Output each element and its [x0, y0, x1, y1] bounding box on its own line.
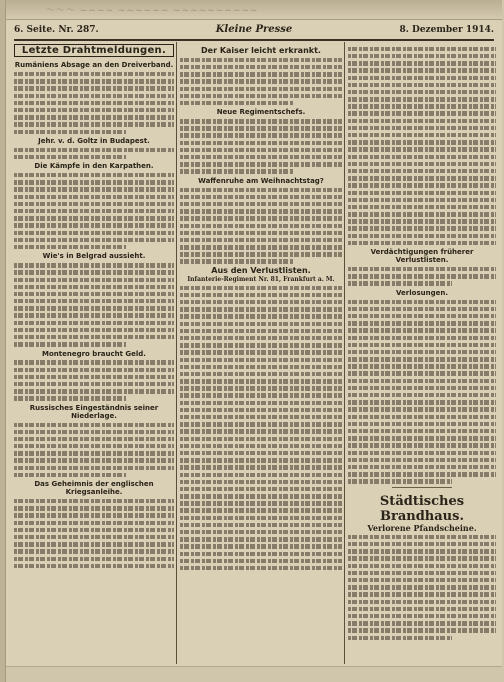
article-text: [180, 537, 342, 541]
article-text: [14, 231, 174, 235]
article-subheadline: Infanterie-Regiment Nr. 81, Frankfurt a. M.: [187, 275, 335, 283]
article-text: [180, 480, 342, 484]
article-text: [14, 389, 174, 393]
article-text: [180, 188, 342, 192]
article-text: [348, 191, 496, 195]
page-header: [14, 22, 494, 40]
article-text: [180, 494, 342, 498]
article-text: [14, 155, 126, 159]
article-headline: Verdächtigungen früherer Verlustlisten.: [370, 248, 474, 265]
bleed-through-text: 〜〜〜 ~~~~ ~~~~~~ ~~~~~~~~~~: [46, 6, 259, 16]
article-text: [180, 544, 342, 548]
article-text: [180, 300, 342, 304]
article-text: [14, 130, 126, 134]
article-text: [348, 614, 496, 618]
article-text: [14, 499, 174, 503]
article-text: [348, 393, 496, 397]
article-text: [14, 195, 174, 199]
article-text: [14, 368, 174, 372]
article-text: [348, 479, 452, 483]
article-text: [180, 508, 342, 512]
article-text: [180, 444, 342, 448]
paper-name: Kleine Presse: [215, 24, 293, 35]
article-headline: Aus den Verlustlisten.: [211, 265, 311, 275]
article-text: [348, 328, 496, 332]
issue-date: 8. Dezember 1914.: [399, 25, 494, 35]
article-text: [14, 458, 174, 462]
article-text: [180, 437, 342, 441]
article-text: [180, 393, 342, 397]
article-text: [348, 407, 496, 411]
casualty-list: [348, 47, 496, 245]
article-text: [180, 458, 342, 462]
article-text: [14, 245, 126, 249]
article-text: [180, 133, 342, 137]
article-headline: Montenegro braucht Geld.: [42, 349, 146, 358]
article-text: [14, 313, 174, 317]
article-text: [14, 94, 174, 98]
article-text: [180, 415, 342, 419]
article-text: [180, 162, 342, 166]
article-text: [180, 119, 342, 123]
article-text: [14, 521, 174, 525]
article-text: [348, 147, 496, 151]
article-text: [180, 523, 342, 527]
article-text: [348, 97, 496, 101]
article-text: [14, 342, 126, 346]
article-text: [180, 329, 342, 333]
article-text: [348, 628, 496, 632]
article-text: [14, 202, 174, 206]
article-text: [348, 400, 496, 404]
article-text: [180, 358, 342, 362]
article-text: [14, 278, 174, 282]
article-text: [180, 336, 342, 340]
article-text: [180, 231, 342, 235]
article-text: [348, 83, 496, 87]
article-text: [180, 65, 342, 69]
article-text: [348, 274, 496, 278]
article-text: [348, 307, 496, 311]
article-text: [14, 223, 174, 227]
article-text: [14, 564, 174, 568]
article-text: [348, 321, 496, 325]
article-text: [348, 176, 496, 180]
article-text: [14, 451, 174, 455]
article-text: [14, 101, 174, 105]
article-text: [180, 126, 342, 130]
section-separator: [392, 487, 451, 488]
article-text: [14, 86, 174, 90]
article-text: [348, 198, 496, 202]
article-text: [348, 379, 496, 383]
article-text: [348, 183, 496, 187]
article-text: [180, 350, 342, 354]
article-text: [348, 219, 496, 223]
article-text: [180, 322, 342, 326]
article-text: [348, 155, 496, 159]
article-text: [348, 76, 496, 80]
article-text: [348, 386, 496, 390]
article-text: [14, 321, 174, 325]
article-text: [180, 422, 342, 426]
article-text: [180, 408, 342, 412]
article-text: [348, 607, 496, 611]
article-text: [180, 72, 342, 76]
article-text: [14, 180, 174, 184]
article-headline: Der Kaiser leicht erkrankt.: [201, 46, 321, 55]
page-bottom-margin: [6, 666, 502, 682]
article-text: [348, 636, 452, 640]
article-text: [348, 133, 496, 137]
article-headline: Die Kämpfe in den Karpathen.: [34, 162, 154, 171]
article-text: [348, 47, 496, 51]
article-text: [348, 422, 496, 426]
article-headline: Russisches Eingeständnis seiner Niederlage.: [29, 403, 159, 420]
article-text: [14, 549, 174, 553]
article-text: [348, 241, 496, 245]
article-text: [14, 430, 174, 434]
column-divider: [344, 42, 345, 664]
article-text: [180, 87, 342, 91]
article-text: [180, 148, 342, 152]
article-text: [180, 101, 293, 105]
article-text: [180, 386, 342, 390]
article-text: [14, 216, 174, 220]
article-text: [14, 108, 174, 112]
article-text: [180, 473, 342, 477]
notice-subtitle: Verlorene Pfandscheine.: [367, 522, 477, 533]
article-text: [348, 556, 496, 560]
article-text: [14, 299, 174, 303]
article-text: [348, 564, 496, 568]
article-text: [180, 216, 342, 220]
article-text: [348, 371, 496, 375]
article-text: [348, 343, 496, 347]
article-text: [180, 501, 342, 505]
article-text: [348, 542, 496, 546]
article-text: [348, 429, 496, 433]
article-text: [14, 173, 174, 177]
article-text: [180, 209, 342, 213]
article-text: [180, 245, 342, 249]
column-left: [14, 44, 174, 664]
article-text: [348, 458, 496, 462]
article-headline: Verlosungen.: [396, 288, 448, 297]
article-text: [14, 528, 174, 532]
article-text: [348, 585, 496, 589]
article-text: [348, 234, 496, 238]
article-headline: Neue Regimentschefs.: [216, 108, 306, 117]
article-text: [14, 513, 174, 517]
article-text: [348, 281, 452, 285]
page-number: 6. Seite. Nr. 287.: [14, 25, 99, 35]
article-text: [348, 549, 496, 553]
article-text: [180, 552, 342, 556]
column-divider: [176, 42, 177, 664]
article-text: [348, 140, 496, 144]
article-text: [14, 473, 126, 477]
article-text: [14, 423, 174, 427]
article-text: [348, 300, 496, 304]
article-text: [348, 111, 496, 115]
article-text: [180, 307, 342, 311]
article-text: [14, 506, 174, 510]
article-text: [348, 350, 496, 354]
article-text: [348, 592, 496, 596]
article-text: [348, 364, 496, 368]
article-text: [180, 169, 293, 173]
article-text: [180, 293, 342, 297]
article-text: [180, 365, 342, 369]
article-text: [348, 314, 496, 318]
notice-title: Städtisches Brandhaus.: [379, 493, 465, 524]
previous-page-strip: [6, 0, 502, 20]
article-text: [348, 119, 496, 123]
article-text: [348, 472, 496, 476]
article-text: [180, 155, 342, 159]
article-text: [348, 54, 496, 58]
article-headline: Jehr. v. d. Goltz in Budapest.: [38, 136, 150, 145]
article-text: [348, 357, 496, 361]
article-text: [348, 443, 496, 447]
article-text: [14, 375, 174, 379]
article-text: [348, 126, 496, 130]
article-text: [348, 571, 496, 575]
column-right: [348, 44, 496, 664]
article-headline: Das Geheimnis der englischen Kriegsanleihe.: [34, 480, 154, 497]
article-text: [14, 396, 126, 400]
article-text: [14, 115, 174, 119]
article-text: [348, 535, 496, 539]
article-text: [14, 209, 174, 213]
article-text: [348, 600, 496, 604]
article-text: [348, 205, 496, 209]
article-text: [180, 487, 342, 491]
article-text: [180, 343, 342, 347]
column-middle: [180, 44, 342, 664]
article-text: [14, 72, 174, 76]
article-text: [14, 360, 174, 364]
article-text: [180, 252, 342, 256]
article-text: [180, 238, 342, 242]
header-rule: [14, 39, 494, 41]
article-text: [348, 104, 496, 108]
article-text: [180, 559, 342, 563]
article-text: [180, 465, 342, 469]
article-text: [14, 535, 174, 539]
article-text: [14, 122, 174, 126]
article-text: [348, 162, 496, 166]
article-headline: Rumäniens Absage an den Dreiverband.: [14, 61, 174, 70]
article-text: [14, 557, 174, 561]
article-text: [14, 148, 174, 152]
article-text: [180, 314, 342, 318]
article-text: [348, 465, 496, 469]
article-text: [180, 379, 342, 383]
article-text: [14, 382, 174, 386]
article-text: [348, 267, 496, 271]
article-text: [348, 578, 496, 582]
article-text: [180, 286, 342, 290]
article-text: [14, 79, 174, 83]
article-text: [180, 451, 342, 455]
article-headline: Wie's in Belgrad aussieht.: [42, 252, 146, 261]
article-text: [180, 94, 342, 98]
article-text: [180, 372, 342, 376]
article-text: [348, 436, 496, 440]
article-text: [180, 202, 342, 206]
article-text: [180, 141, 342, 145]
article-text: [14, 306, 174, 310]
newspaper-page: [6, 0, 502, 682]
article-headline: Waffenruhe am Weihnachtstag?: [198, 176, 324, 185]
article-text: [348, 621, 496, 625]
article-text: [348, 169, 496, 173]
article-text: [180, 195, 342, 199]
article-text: [180, 224, 342, 228]
article-text: [180, 516, 342, 520]
article-text: [348, 212, 496, 216]
article-text: [348, 226, 496, 230]
article-text: [180, 259, 293, 263]
section-title: Letzte Drahtmeldungen.: [14, 44, 174, 57]
article-text: [348, 451, 496, 455]
article-text: [348, 68, 496, 72]
article-text: [180, 530, 342, 534]
article-text: [14, 444, 174, 448]
article-text: [180, 566, 342, 570]
article-text: [14, 437, 174, 441]
article-text: [180, 58, 342, 62]
article-text: [14, 466, 174, 470]
article-text: [180, 79, 342, 83]
article-text: [14, 263, 174, 267]
article-text: [348, 61, 496, 65]
article-text: [180, 401, 342, 405]
article-text: [14, 542, 174, 546]
article-text: [14, 238, 174, 242]
article-text: [180, 429, 342, 433]
article-text: [14, 328, 174, 332]
article-text: [348, 90, 496, 94]
article-text: [348, 336, 496, 340]
article-text: [14, 292, 174, 296]
article-text: [14, 187, 174, 191]
article-text: [14, 335, 174, 339]
article-text: [14, 270, 174, 274]
article-text: [348, 415, 496, 419]
article-text: [14, 285, 174, 289]
